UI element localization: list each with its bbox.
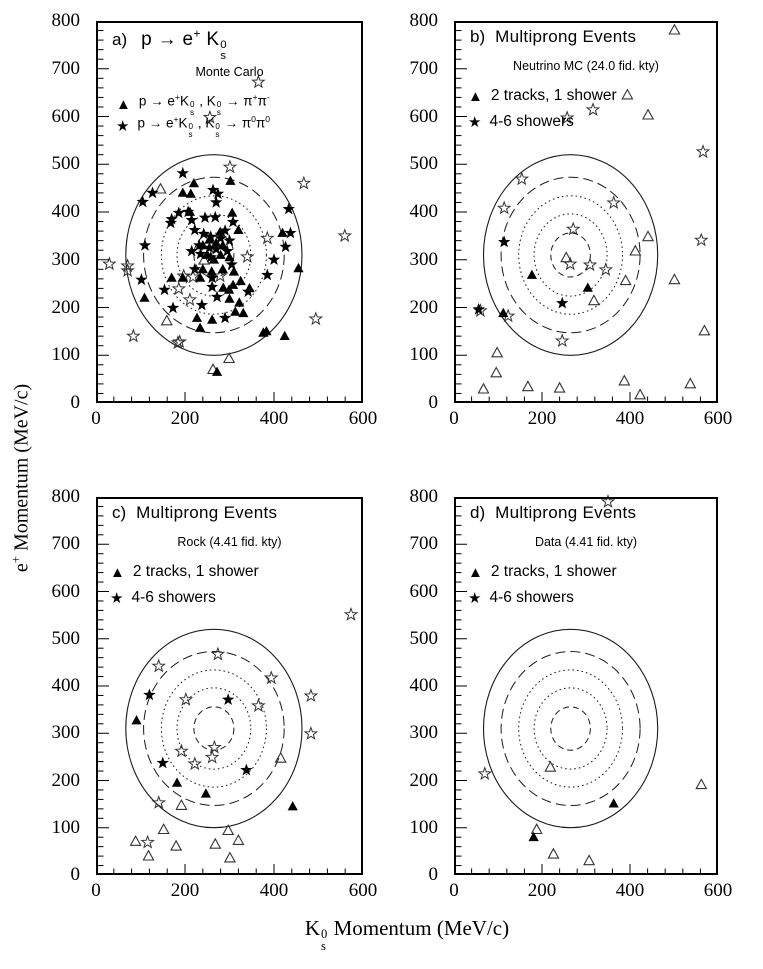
x-tick-label: 0 bbox=[449, 880, 459, 901]
y-tick-label: 500 bbox=[409, 153, 438, 175]
y-tick-label: 700 bbox=[51, 57, 80, 79]
legend-item bbox=[110, 559, 259, 585]
scatter-points-open-triangle bbox=[155, 184, 234, 374]
x-tick-label: 200 bbox=[527, 880, 557, 901]
panel-c-legend bbox=[110, 559, 259, 611]
plot-area-b bbox=[454, 21, 718, 403]
panel-c-subtitle: Rock (4.41 fid. kty) bbox=[177, 535, 282, 549]
x-tick-label: 600 bbox=[703, 408, 733, 429]
y-tick-label: 800 bbox=[51, 10, 80, 31]
y-tick-label: 100 bbox=[409, 344, 438, 366]
legend-label: p → e+K 0 s , K 0 s → π+π- bbox=[138, 91, 270, 117]
panel-a-titleline bbox=[112, 27, 228, 62]
legend-label: p → e+K 0 s , K 0 s → $\pi^0\pi^0$ bbox=[137, 113, 271, 139]
panel-d-title: Multiprong Events bbox=[495, 503, 637, 522]
panel-b-legend bbox=[468, 83, 617, 135]
filled-star-icon: ★ bbox=[468, 590, 482, 607]
y-tick-label: 500 bbox=[51, 153, 80, 175]
scatter-points-open-star bbox=[142, 609, 357, 848]
legend-label: 4-6 showers bbox=[489, 113, 574, 130]
panel-d-titleline bbox=[470, 503, 636, 523]
scatter-points-filled-triangle bbox=[498, 270, 593, 318]
legend-item bbox=[468, 109, 617, 135]
y-tick-label: 200 bbox=[409, 296, 438, 318]
panel-c-title: Multiprong Events bbox=[136, 503, 278, 522]
y-tick-label: 400 bbox=[409, 675, 438, 696]
y-tick-label: 400 bbox=[51, 201, 80, 222]
legend-item bbox=[110, 585, 259, 611]
y-tick-label: 200 bbox=[51, 296, 80, 318]
y-axis-label: e+ Momentum (MeV/c) bbox=[9, 383, 33, 573]
legend-item bbox=[468, 585, 617, 611]
legend-item bbox=[468, 559, 617, 585]
panel-d-label: d) bbox=[470, 503, 486, 522]
y-tick-label: 0 bbox=[70, 864, 80, 885]
x-tick-label: 400 bbox=[615, 880, 645, 901]
y-tick-label: 0 bbox=[428, 392, 438, 413]
panel-b bbox=[409, 10, 733, 429]
panel-c-label: c) bbox=[112, 503, 127, 522]
axis-ticks bbox=[455, 22, 717, 402]
panel-b-title: Multiprong Events bbox=[495, 27, 637, 46]
legend-label: 4-6 showers bbox=[131, 589, 216, 606]
y-tick-label: 0 bbox=[70, 392, 80, 413]
panel-d bbox=[409, 486, 733, 901]
panel-b-titleline bbox=[470, 27, 636, 47]
legend-label: 2 tracks, 1 shower bbox=[490, 87, 617, 104]
y-tick-label: 800 bbox=[51, 486, 80, 507]
y-tick-label: 500 bbox=[51, 627, 80, 649]
panel-b-label: b) bbox=[470, 27, 486, 46]
x-tick-label: 400 bbox=[259, 408, 289, 429]
panel-c-titleline bbox=[112, 503, 277, 523]
y-tick-label: 800 bbox=[409, 10, 438, 31]
filled-triangle-icon: ▲ bbox=[110, 563, 125, 581]
y-tick-label: 700 bbox=[409, 533, 438, 555]
panel-d-legend bbox=[468, 559, 617, 611]
filled-star-icon: ★ bbox=[468, 114, 482, 131]
panel-c bbox=[51, 486, 378, 901]
axis-ticks bbox=[455, 498, 717, 874]
y-tick-label: 800 bbox=[409, 486, 438, 507]
x-tick-label: 200 bbox=[527, 408, 557, 429]
y-tick-label: 300 bbox=[409, 248, 438, 270]
y-tick-label: 400 bbox=[409, 201, 438, 222]
legend-label: 2 tracks, 1 shower bbox=[490, 563, 617, 580]
y-tick-label: 600 bbox=[409, 105, 438, 127]
axis-ticks bbox=[97, 498, 362, 874]
scatter-points-filled-star bbox=[473, 236, 569, 315]
legend-item bbox=[116, 93, 270, 115]
y-tick-label: 100 bbox=[51, 344, 80, 366]
x-tick-label: 0 bbox=[91, 880, 101, 901]
y-tick-label: 600 bbox=[51, 105, 80, 127]
scatter-points-filled-triangle bbox=[131, 715, 297, 810]
y-tick-label: 600 bbox=[51, 580, 80, 602]
y-tick-label: 500 bbox=[409, 627, 438, 649]
x-tick-label: 0 bbox=[91, 408, 101, 429]
panel-a-title: p → e+ K 0 s bbox=[141, 27, 227, 63]
x-tick-label: 600 bbox=[348, 408, 378, 429]
x-tick-label: 0 bbox=[449, 408, 459, 429]
x-tick-label: 200 bbox=[170, 880, 200, 901]
filled-triangle-icon: ▲ bbox=[116, 95, 131, 113]
x-tick-label: 200 bbox=[170, 408, 200, 429]
plot-area-d bbox=[454, 497, 718, 875]
legend-label: 4-6 showers bbox=[489, 589, 574, 606]
x-tick-label: 400 bbox=[615, 408, 645, 429]
y-tick-label: 300 bbox=[409, 722, 438, 744]
legend-item bbox=[116, 115, 270, 137]
panel-b-subtitle: Neutrino MC (24.0 fid. kty) bbox=[513, 59, 659, 73]
panel-a-legend bbox=[116, 93, 270, 137]
legend-label: 2 tracks, 1 shower bbox=[132, 563, 259, 580]
legend-item bbox=[468, 83, 617, 109]
scatter-points-filled-star bbox=[135, 167, 296, 323]
x-tick-label: 600 bbox=[703, 880, 733, 901]
y-tick-label: 200 bbox=[409, 769, 438, 791]
filled-triangle-icon: ▲ bbox=[468, 563, 483, 581]
filled-triangle-icon: ▲ bbox=[468, 87, 483, 105]
ellipse-contours bbox=[484, 629, 658, 827]
y-tick-label: 100 bbox=[409, 816, 438, 838]
panel-a bbox=[51, 10, 378, 429]
y-tick-label: 600 bbox=[409, 580, 438, 602]
filled-star-icon: ★ bbox=[116, 118, 130, 135]
panel-d-subtitle: Data (4.41 fid. kty) bbox=[534, 535, 638, 549]
panel-a-subtitle: Monte Carlo bbox=[195, 65, 264, 79]
y-tick-label: 300 bbox=[51, 722, 80, 744]
y-tick-label: 300 bbox=[51, 248, 80, 270]
x-tick-label: 400 bbox=[259, 880, 289, 901]
axis-ticks bbox=[97, 22, 362, 402]
y-tick-label: 0 bbox=[428, 864, 438, 885]
y-tick-label: 700 bbox=[409, 57, 438, 79]
y-tick-label: 400 bbox=[51, 675, 80, 696]
panel-a-label: a) bbox=[112, 30, 128, 50]
y-tick-label: 100 bbox=[51, 816, 80, 838]
scatter-points-open-triangle bbox=[532, 762, 707, 865]
filled-star-icon: ★ bbox=[110, 590, 124, 607]
y-tick-label: 200 bbox=[51, 769, 80, 791]
x-tick-label: 600 bbox=[348, 880, 378, 901]
plot-area-c bbox=[96, 497, 363, 875]
y-tick-label: 700 bbox=[51, 533, 80, 555]
x-axis-label: K 0 s Momentum (MeV/c) bbox=[304, 916, 510, 954]
